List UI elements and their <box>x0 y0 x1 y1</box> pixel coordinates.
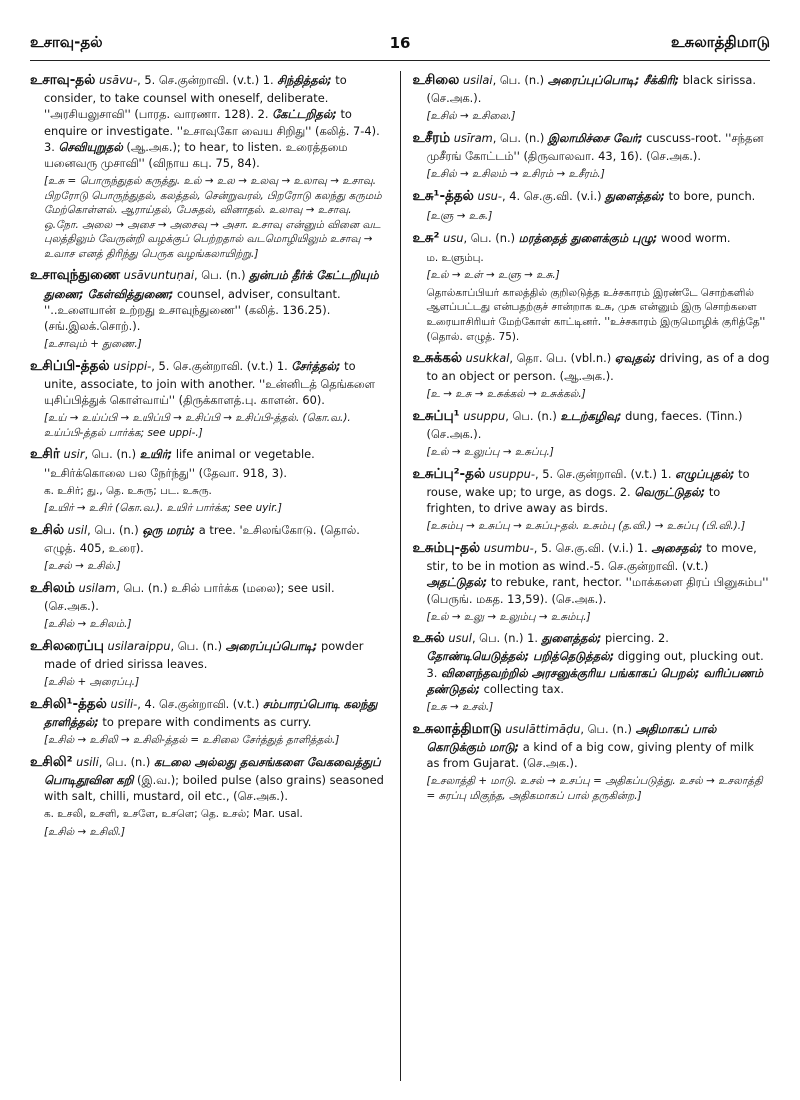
entry-text: to frighten, to drive away as birds. <box>426 485 721 516</box>
entry-transliteration: usir <box>63 447 85 462</box>
entry-text: to bore, punch. <box>664 188 756 203</box>
entry-gloss: அரைப்புப்பொடி; <box>225 638 318 653</box>
dictionary-entry <box>30 357 388 441</box>
entry-headword: உசிலி² <box>30 753 73 770</box>
etymology-note: [உசில் → உசிலை.] <box>426 110 516 123</box>
etymology-note: [உசு = பொருந்துதல் கருத்து. உல் → உல → உலவு → உலாவு → உசாவு. பிறரோடு பொருந்துதல், கலத்தல், சென்றுவரல், பிறரோடு கலந்து கருமம் மேற்கொள்ளல். ஆராய்தல், பேசுதல், வினாதல். உலாவு → உசாவு. ஒ.நோ. அலை → அசை → அசைவு → அசா. உசாவு என்னும் வினை வட புலத்திலும் வேருன்றி வழக்குப் பெற்றதால் வடமொழியிலும் உசாவு → உவாச எனத் திரிந்து பெருக வழங்கலாயிற்று.] <box>44 175 382 260</box>
entry-transliteration: usili <box>76 754 99 769</box>
dictionary-entry <box>413 229 771 345</box>
dictionary-entry <box>30 753 388 840</box>
entry-gloss: சம்பாரப்பொடி கலந்து தாளித்தல்; <box>44 696 378 729</box>
entry-text: , பெ. (n.) <box>98 754 154 769</box>
dictionary-entry <box>30 521 388 574</box>
etymology-note: [உசாவும் + துணை.] <box>44 338 142 351</box>
entry-body <box>413 187 771 206</box>
entry-text: , பெ. (n.) <box>84 447 140 462</box>
dictionary-entry <box>30 266 388 351</box>
entry-text: , தொ. பெ. (vbl.n.) <box>509 351 615 366</box>
etymology-note: [உளு → உசு.] <box>426 209 493 222</box>
entry-headword: உசிலம் <box>30 579 75 596</box>
entry-text: , பெ. (n.) <box>170 638 226 653</box>
entry-headword: உசுக்கல் <box>412 350 463 367</box>
entry-gloss: உயிர்; <box>139 447 173 462</box>
entry-transliteration: usuppu <box>463 408 506 423</box>
entry-text: , 5. செ.குன்றாவி. (v.t.) 1. <box>534 466 676 481</box>
entry-text: (இ.வ.); boiled pulse (also grains) seasoned with salt, chilli, mustard, oil etc., (செ.அக.). <box>44 772 384 803</box>
entry-transliteration: usu <box>443 230 464 245</box>
dictionary-entry <box>30 445 388 515</box>
etymology-note: [உசில் → உசிலம் → உசிரம் → உசீரம்.] <box>426 168 605 181</box>
entry-transliteration: usukkal <box>465 351 510 366</box>
entry-text: to unite, associate, to join with another. ''உன்னிடத் தெங்களை யுசிப்பித்துக் கொள்வாய்'' (திருக்காளத்.பு. காளன். 60). <box>44 358 375 408</box>
dictionary-entry <box>413 465 771 534</box>
entry-headword: உசில் <box>30 521 65 538</box>
entry-body <box>30 71 388 171</box>
entry-transliteration: usil <box>67 522 88 537</box>
etymology-note: [உசு → உசல்.] <box>426 700 494 713</box>
entry-text: wood worm. <box>657 230 731 245</box>
etymology-note: [உசும்பு → உசுப்பு → உசுப்பு-தல். உசும்பு (த.வி.) → உசுப்பு (பி.வி.).] <box>426 520 746 533</box>
entry-text: piercing. 2. <box>601 631 669 646</box>
entry-gloss: ஒரு மரம்; <box>142 522 196 537</box>
entry-text: , பெ. (n.) <box>492 130 548 145</box>
entry-headword: உசுப்பு²-தல் <box>412 465 486 482</box>
etymology-note: [உசல் → உசில்.] <box>44 560 121 573</box>
entry-body <box>30 266 388 334</box>
entry-text: , பெ. (n.) <box>505 408 561 423</box>
entry-gloss: அசைதல்; <box>651 540 703 555</box>
dictionary-entry <box>413 629 771 714</box>
entry-text: , 4. செ.குன்றாவி. (v.t.) <box>137 696 263 711</box>
entry-transliteration: usulāttimāḍu <box>505 721 581 736</box>
entry-text: , பெ. (n.) <box>580 721 636 736</box>
entry-text: black sirissa. (செ.அக.). <box>426 73 756 106</box>
entry-headword: உசிலி¹-த்தல் <box>30 695 107 712</box>
entry-headword: உசுப்பு¹ <box>412 407 460 424</box>
dictionary-entry <box>413 349 771 402</box>
entry-headword: உசு² <box>412 229 440 246</box>
dictionary-entry <box>413 720 771 804</box>
entry-text: cuscuss-root. ''சந்தன முசீரங் கோட்டம்'' (திருவாலவா. 43, 16). (செ.அக.). <box>426 130 764 164</box>
entry-headword: உசு¹-த்தல் <box>412 187 474 204</box>
entry-gloss: ஏவுதல்; <box>614 351 656 366</box>
entry-gloss: மரத்தைத் துளைக்கும் புழு; <box>518 230 658 245</box>
entry-text: collecting tax. <box>480 681 564 696</box>
entry-gloss: துன்பம் தீர்க் கேட்டறியும் துணை; கேள்வித்துணை; <box>44 268 379 301</box>
entry-text: , பெ. (n.) <box>87 522 143 537</box>
page-columns <box>30 71 770 1081</box>
entry-note: ம. உளும்பு. <box>426 251 484 264</box>
etymology-note: [உய் → உய்ப்பி → உயிப்பி → உசிப்பி → உசிப்பி-த்தல். (கொ.வ.). உய்ப்பி-த்தல் பார்க்க; see uppi-.] <box>44 412 351 439</box>
entry-text: , 5. செ.கு.வி. (v.i.) 1. <box>533 540 652 555</box>
entry-text: a tree. 'உசிலங்கோடு. (தொல். எழுத். 405, உரை). <box>44 522 360 556</box>
entry-body <box>30 753 388 805</box>
entry-body <box>30 445 388 480</box>
entry-body <box>30 357 388 409</box>
entry-text: (ஆ.அக.); to hear, to listen. உரைத்தமை யனைவரு முசாவி'' (விநாய கபு. 75, 84). <box>44 139 348 170</box>
dictionary-entry <box>413 129 771 182</box>
dictionary-entry <box>413 71 771 124</box>
entry-headword: உசீரம் <box>412 129 451 146</box>
entry-text: , பெ. (n.) <box>492 73 548 87</box>
etymology-note: [உல் → உள் → உளு → உசு.] <box>426 269 560 282</box>
entry-body <box>30 521 388 556</box>
entry-gloss: இலாமிச்சை வேர்; <box>547 130 643 145</box>
entry-note: க. உசலி, உசளி, உசளே, உசளெ; தெ. உசல்; Mar. usal. <box>44 808 303 821</box>
entry-transliteration: usippi- <box>113 358 152 373</box>
entry-gloss: அதட்டுதல்; <box>426 575 488 590</box>
dictionary-entry <box>30 71 388 261</box>
entry-transliteration: usilaraippu <box>107 638 171 653</box>
entry-body <box>413 129 771 164</box>
entry-text: , 5. செ.குன்றாவி. (v.t.) 1. <box>151 358 292 373</box>
dictionary-entry <box>413 407 771 460</box>
etymology-note: [உசில் + அரைப்பு.] <box>44 676 140 689</box>
entry-text: , பெ. (n.) <box>463 230 519 245</box>
entry-note: க. உசிர்; து., தெ. உசுரு; பட. உசுரு. <box>44 484 212 497</box>
entry-text: , பெ. (n.) <box>194 268 250 283</box>
entry-body <box>413 349 771 384</box>
entry-transliteration: usāvu- <box>98 73 138 87</box>
entry-gloss: கடலை அல்லது தவசங்களை வேகவைத்துப் பொடிதூவின கறி <box>44 754 381 787</box>
entry-headword: உசிப்பி-த்தல் <box>30 357 110 374</box>
entry-body <box>413 720 771 772</box>
page-header <box>30 26 770 61</box>
entry-text: a kind of a big cow, giving plenty of milk as from Gujarat. (செ.அக.). <box>426 739 754 770</box>
entry-text: to rebuke, rant, hector. ''மாக்களை திரப் பினுசும்ப'' (பெருங். மகத. 13,59). (செ.அக.). <box>426 575 769 606</box>
entry-headword: உசிலை <box>412 72 460 88</box>
entry-text: to prepare with condiments as curry. <box>98 714 312 729</box>
entry-headword: உசாவு-தல் <box>30 72 96 88</box>
entry-text: , 5. செ.குன்றாவி. (v.t.) 1. <box>137 73 278 87</box>
entry-headword: உசிலரைப்பு <box>30 637 104 654</box>
dictionary-entry <box>30 637 388 690</box>
entry-transliteration: usu- <box>477 188 502 203</box>
entry-transliteration: usāvuntuṇai <box>123 268 195 283</box>
entry-transliteration: usili- <box>110 696 138 711</box>
entry-body <box>413 407 771 442</box>
etymology-note: [உயிர் → உசிர் (கொ.வ.). உயிர் பார்க்க; see uyir.] <box>44 502 282 515</box>
entry-note: தொல்காப்பியர் காலத்தில் குறிலடுத்த உச்சகாரம் இரண்டே சொற்களில் ஆளப்பட்டது என்பதற்குச் சான்றாக உசு, முசு என்னும் இரு சொற்களை உரையாசிரியர் மேற்கோள் காட்டினர். ''உச்சகாரம் இருமொழிக் குரித்தே'' (தொல். எழுத். 75). <box>426 286 766 343</box>
entry-text: , 4. செ.கு.வி. (v.i.) <box>501 188 606 203</box>
entry-body <box>413 539 771 607</box>
entry-text: dung, faeces. (Tinn.) (செ.அக.). <box>426 408 743 442</box>
entry-body <box>413 229 771 248</box>
etymology-note: [உசில் → உசிலம்.] <box>44 618 132 631</box>
entry-transliteration: usilai <box>462 73 493 87</box>
entry-gloss: அரைப்புப்பொடி; சீக்கிரி; <box>547 73 680 87</box>
entry-gloss: தோண்டியெடுத்தல்; பறித்தெடுத்தல்; <box>426 649 615 664</box>
entry-body <box>30 695 388 730</box>
entry-gloss: விளைந்தவற்றில் அரசனுக்குரிய பங்காகப் பெறல்; வரிப்பணம் தண்டுதல்; <box>426 665 764 696</box>
page-number: 16 <box>389 34 411 52</box>
dictionary-entry <box>413 539 771 624</box>
entry-gloss: கேட்டறிதல்; <box>272 107 337 122</box>
entry-headword: உசிர் <box>30 446 60 463</box>
entry-headword: உசுலாத்திமாடு <box>412 720 502 737</box>
entry-gloss: துளைத்தல்; <box>605 188 665 203</box>
entry-headword: உசுல் <box>412 630 445 647</box>
left-column <box>30 71 400 1081</box>
entry-gloss: எழுப்புதல்; <box>675 466 735 481</box>
entry-text: digging out, plucking out. 3. <box>426 649 764 680</box>
dictionary-entry <box>30 579 388 632</box>
entry-transliteration: usilam <box>78 580 117 595</box>
entry-gloss: வெருட்டுதல்; <box>634 485 706 500</box>
entry-transliteration: usul <box>448 631 472 646</box>
etymology-note: [உல் → உலு → உலும்பு → உசும்பு.] <box>426 610 591 623</box>
entry-text: to rouse, wake up; to urge, as dogs. 2. <box>426 466 750 500</box>
entry-body <box>413 71 771 106</box>
entry-gloss: சேர்த்தல்; <box>291 358 341 373</box>
entry-body <box>30 637 388 672</box>
header-left-guide-word: உசாவு-தல் <box>30 33 103 51</box>
entry-body <box>413 629 771 697</box>
entry-text: counsel, adviser, consultant. ''..உளையான் உற்றது உசாவுந்துணை'' (கலித். 136.25). (சங்.இலக்.சொற்.). <box>44 286 341 333</box>
etymology-note: [உசில் → உசிலி → உசிலி-த்தல் = உசிலை சேர்த்துத் தாளித்தல்.] <box>44 733 340 746</box>
entry-gloss: செவியுறுதல் <box>58 139 123 154</box>
etymology-note: [உ → உசு → உசுக்கல் → உசுக்கல்.] <box>426 388 586 401</box>
dictionary-entry <box>30 695 388 748</box>
entry-transliteration: usumbu- <box>483 540 534 555</box>
entry-text: to enquire or investigate. ''உசாவுகோ வைய சிறிது'' (கலித். 7-4). 3. <box>44 107 380 154</box>
dictionary-entry <box>413 187 771 224</box>
entry-text: driving, as of a dog to an object or person. (ஆ.அக.). <box>426 351 770 384</box>
entry-text: to consider, to take counsel with oneself, deliberate. ''அரசியலுசாவி'' (பாரத. வாரணா. 128). 2. <box>44 73 347 122</box>
entry-transliteration: usuppu- <box>488 466 535 481</box>
etymology-note: [உல் → உலுப்பு → உசுப்பு.] <box>426 446 554 459</box>
entry-body <box>413 465 771 517</box>
entry-text: life animal or vegetable. ''உசிர்க்கொலை பல நேர்ந்து'' (தேவா. 918, 3). <box>44 447 315 480</box>
entry-text: to move, stir, to be in motion as wind.-5. செ.குன்றாவி. (v.t.) <box>426 540 757 574</box>
entry-headword: உசாவுந்துணை <box>30 267 121 284</box>
entry-transliteration: usīram <box>453 130 493 145</box>
entry-text: , பெ. (n.) 1. <box>471 631 542 646</box>
entry-gloss: சிந்தித்தல்; <box>277 73 332 87</box>
header-right-guide-word: உசுலாத்திமாடு <box>670 33 770 51</box>
etymology-note: [உசில் → உசிலி.] <box>44 825 126 838</box>
right-column <box>400 71 771 1081</box>
entry-body <box>30 579 388 614</box>
etymology-note: [உசலாத்தி + மாடு. உசல் → உசப்பு = அதிகப்படுத்து. உசல் → உசலாத்தி = சுரப்பு மிகுந்த, அதிகமாகப் பால் தருகின்ற.] <box>426 775 763 802</box>
entry-gloss: அதிமாகப் பால் கொடுக்கும் மாடு; <box>426 721 717 754</box>
entry-text: , பெ. (n.) உசில் பார்க்க (மலை); see usil. (செ.அக.). <box>44 580 335 613</box>
entry-gloss: உடற்கழிவு; <box>560 408 622 423</box>
entry-gloss: துளைத்தல்; <box>541 631 602 646</box>
entry-text: powder made of dried sirissa leaves. <box>44 638 364 671</box>
entry-headword: உசும்பு-தல் <box>412 539 481 556</box>
